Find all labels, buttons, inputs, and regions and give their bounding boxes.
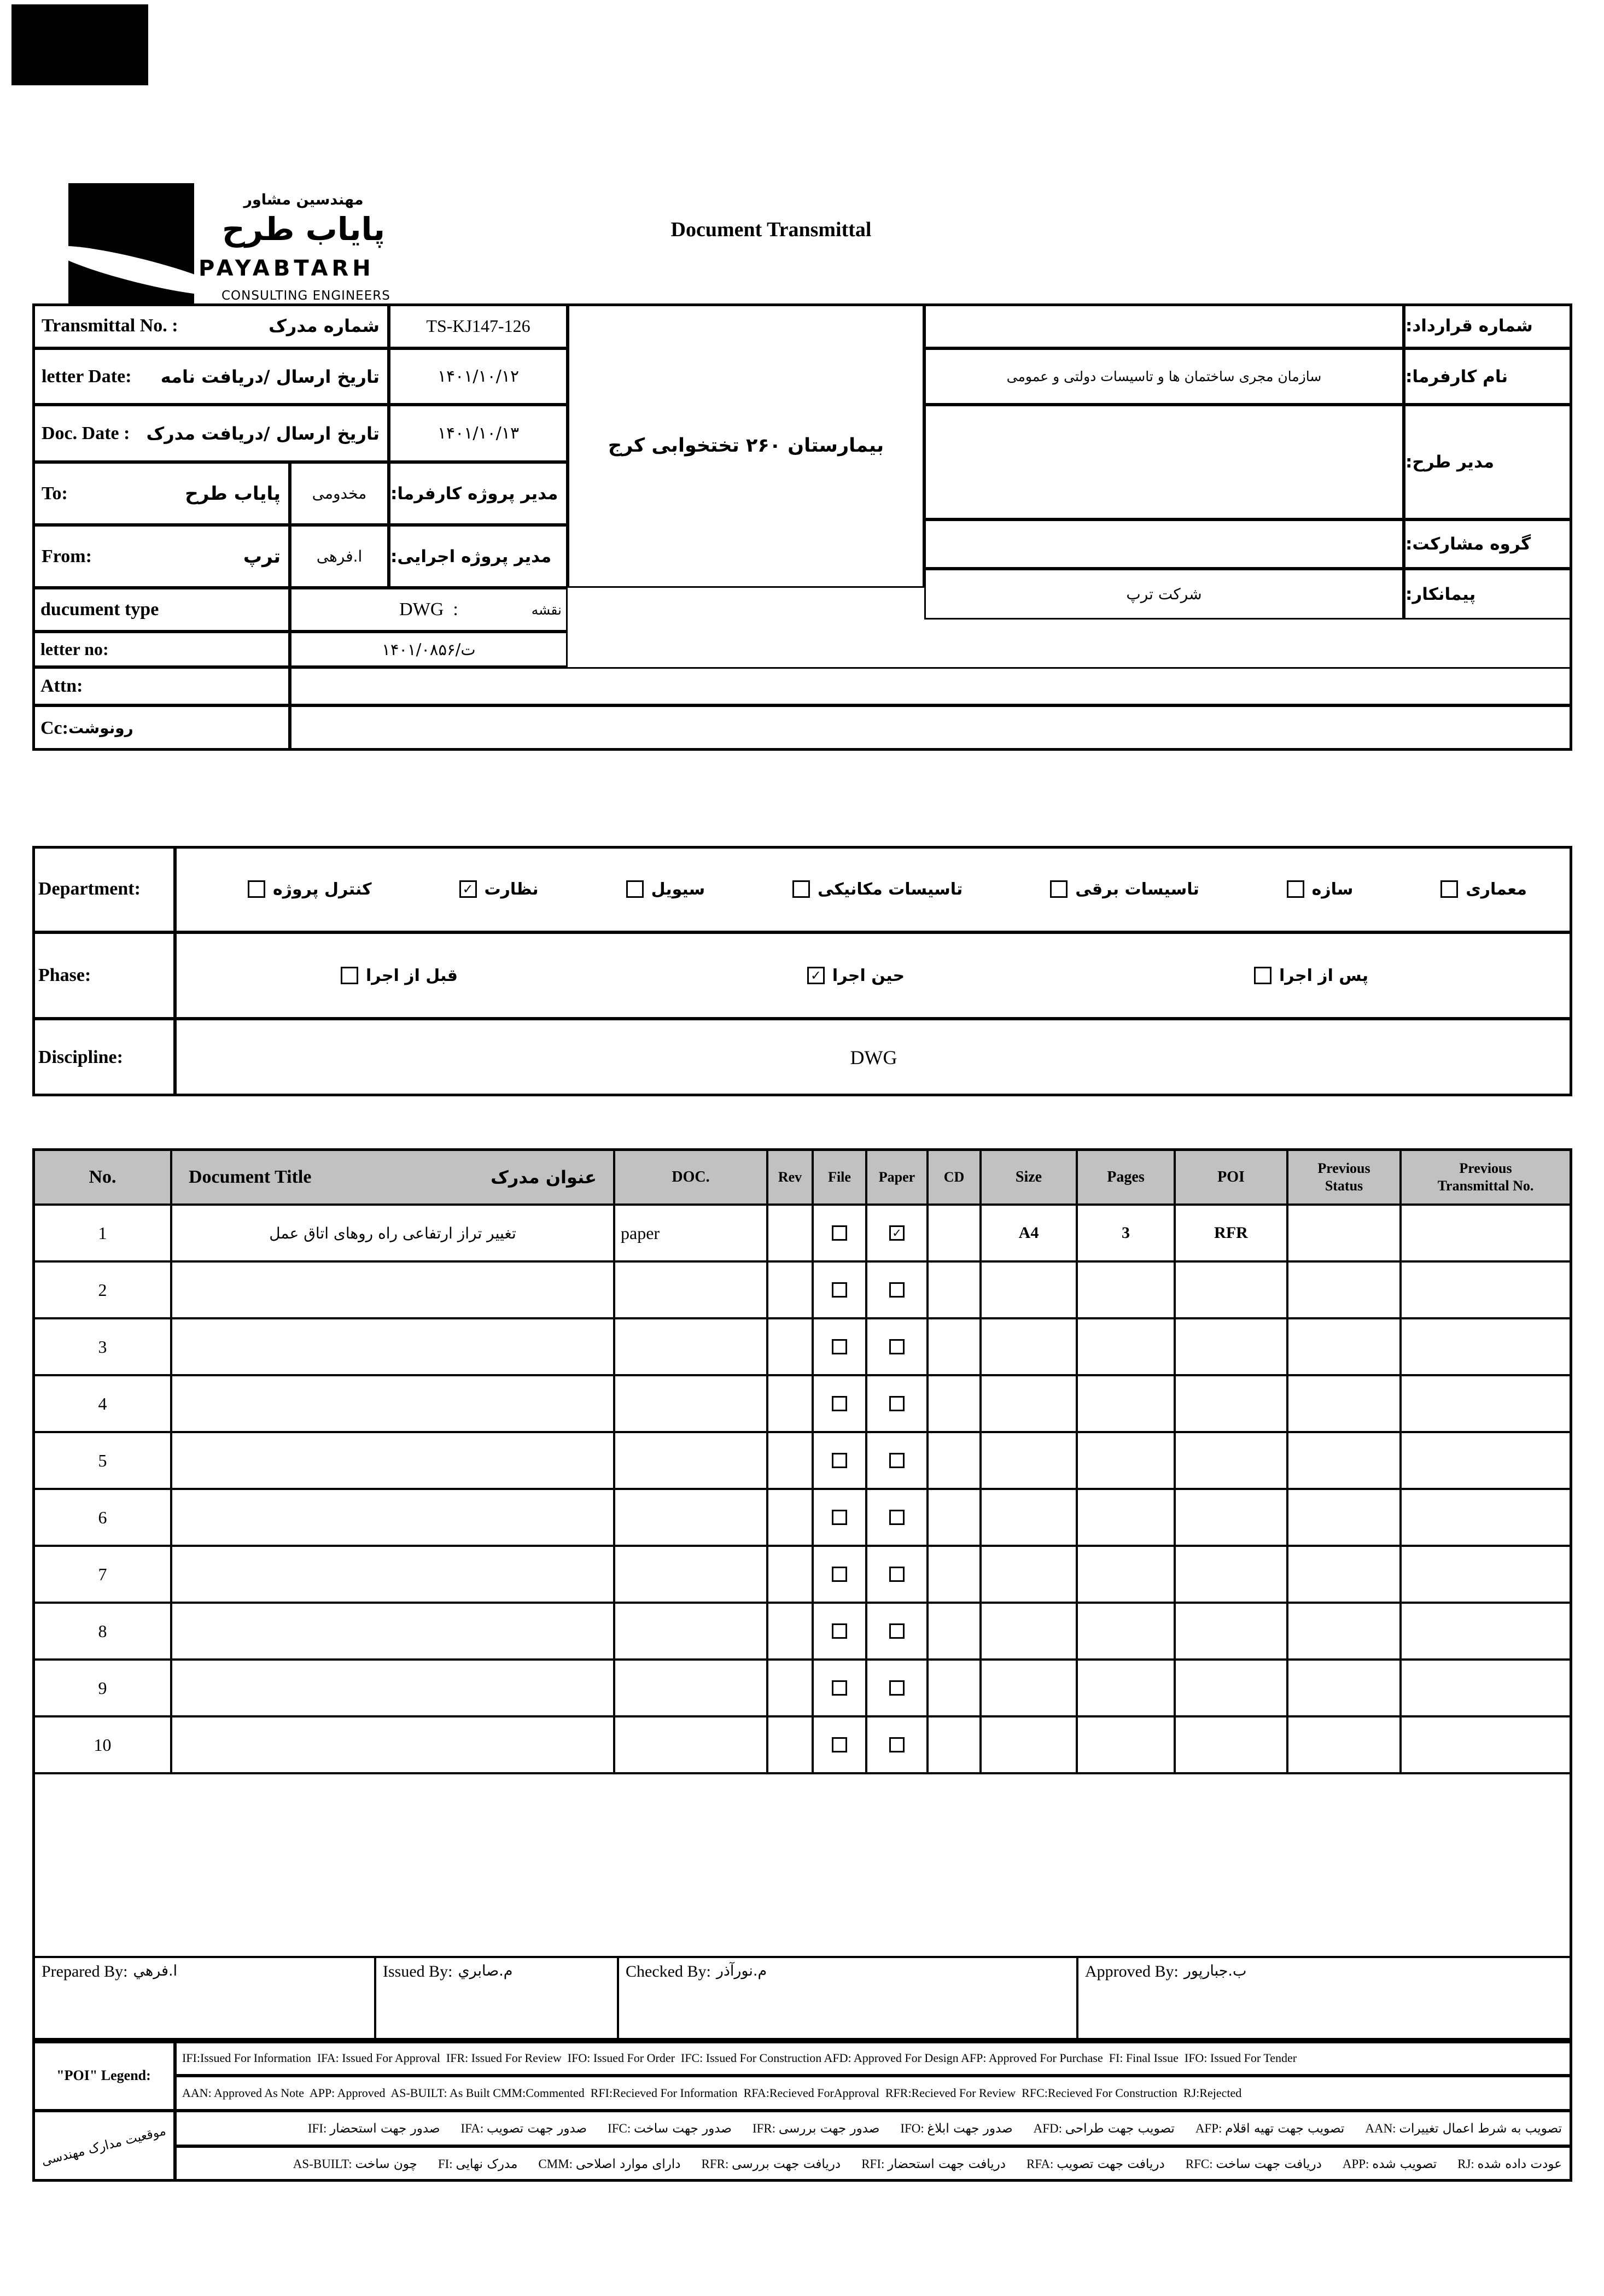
row-prev-transmittal — [1402, 1319, 1570, 1374]
paper-checkbox[interactable]: ✓ — [889, 1225, 905, 1241]
table-row — [35, 1206, 1570, 1263]
row-file-cell — [814, 1319, 867, 1374]
row-doc: paper — [615, 1206, 768, 1260]
fa-legend-line1: AAN: تصویب به شرط اعمال تغییرات AFP: تصویب جهت تهیه اقلام AFD: تصویب جهت طراحی IFO: صدور جهت ابلاغ IFR: صدور جهت بررسی IFC: صدور جهت ساخت IFA: صدور جهت تصویب IFI: صدور جهت استحضار — [175, 2111, 1572, 2146]
file-checkbox[interactable] — [832, 1623, 847, 1639]
row-poi — [1176, 1433, 1288, 1488]
row-pages — [1078, 1661, 1176, 1715]
attn-label: Attn: — [32, 667, 290, 705]
row-rev — [768, 1319, 814, 1374]
row-prev-status — [1288, 1717, 1402, 1772]
transmittal-no-label-en: Transmittal No. : — [42, 316, 178, 336]
paper-checkbox[interactable] — [889, 1680, 905, 1696]
row-pages — [1078, 1604, 1176, 1658]
row-size — [982, 1376, 1078, 1431]
row-paper-cell — [867, 1661, 929, 1715]
document-type-fa: نقشه — [531, 601, 562, 618]
row-poi: RFR — [1176, 1206, 1288, 1260]
issued-by-name: م.صابري — [458, 1962, 513, 1979]
file-checkbox[interactable] — [832, 1282, 847, 1298]
row-cd — [929, 1206, 982, 1260]
row-rev — [768, 1717, 814, 1772]
file-checkbox[interactable] — [832, 1453, 847, 1468]
row-title — [172, 1604, 615, 1658]
row-no: 6 — [35, 1490, 172, 1545]
scan-mark — [11, 4, 148, 85]
from-value: ترپ — [243, 545, 281, 568]
fa-legend-label: موقعیت مدارک مهندسی — [40, 2124, 167, 2169]
row-cd — [929, 1547, 982, 1602]
header-paper: Paper — [867, 1151, 929, 1203]
row-file-cell — [814, 1604, 867, 1658]
table-row — [35, 1661, 1570, 1717]
row-poi — [1176, 1547, 1288, 1602]
row-size — [982, 1604, 1078, 1658]
row-paper-cell — [867, 1547, 929, 1602]
row-prev-status — [1288, 1376, 1402, 1431]
row-prev-status — [1288, 1433, 1402, 1488]
file-checkbox[interactable] — [832, 1567, 847, 1582]
contractor-label: پیمانکار: — [1404, 569, 1572, 620]
row-poi — [1176, 1604, 1288, 1658]
row-prev-status — [1288, 1263, 1402, 1317]
row-prev-status — [1288, 1661, 1402, 1715]
client-pm-label: مدیر پروژه کارفرما: — [389, 462, 568, 525]
transmittal-no-label-fa: شماره مدرک — [269, 316, 380, 336]
row-cd — [929, 1661, 982, 1715]
department-checkbox[interactable]: ✓ — [459, 880, 477, 898]
row-cd — [929, 1717, 982, 1772]
row-size — [982, 1717, 1078, 1772]
row-pages — [1078, 1376, 1176, 1431]
department-option: سیویل — [626, 880, 705, 899]
company-logo — [68, 183, 194, 317]
contract-no-label: شماره قرارداد: — [1404, 303, 1572, 348]
row-title — [172, 1376, 615, 1431]
attn-value — [290, 667, 1572, 705]
letter-date-label-cell — [32, 348, 389, 405]
paper-checkbox[interactable] — [889, 1510, 905, 1525]
row-no: 1 — [35, 1206, 172, 1260]
table-row — [35, 1490, 1570, 1547]
row-no: 2 — [35, 1263, 172, 1317]
department-option: تاسیسات مکانیکی — [792, 880, 963, 899]
row-pages — [1078, 1263, 1176, 1317]
row-poi — [1176, 1263, 1288, 1317]
file-checkbox[interactable] — [832, 1396, 847, 1411]
issued-by-cell: Issued By: م.صابري — [376, 1958, 619, 2038]
row-cd — [929, 1376, 982, 1431]
file-checkbox[interactable] — [832, 1680, 847, 1696]
cc-label-en: Cc: — [40, 717, 68, 738]
row-paper-cell — [867, 1263, 929, 1317]
checked-by-name: م.نورآذر — [716, 1962, 767, 1979]
row-rev — [768, 1433, 814, 1488]
client-name-label: نام کارفرما: — [1404, 348, 1572, 405]
logo-company-subtitle: CONSULTING ENGINEERS — [221, 289, 390, 303]
header-file: File — [814, 1151, 867, 1203]
row-paper-cell — [867, 1376, 929, 1431]
row-rev — [768, 1547, 814, 1602]
logo-swoosh-icon — [68, 237, 194, 305]
row-rev — [768, 1661, 814, 1715]
row-cd — [929, 1604, 982, 1658]
department-checkbox[interactable] — [626, 880, 644, 898]
row-doc — [615, 1490, 768, 1545]
cc-label-fa: رونوشت — [68, 719, 133, 737]
project-name: بیمارستان ۲۶۰ تختخوابی کرج — [568, 303, 924, 588]
row-doc — [615, 1661, 768, 1715]
row-prev-status — [1288, 1319, 1402, 1374]
page-title: Document Transmittal — [670, 218, 872, 241]
from-cell — [32, 525, 290, 588]
row-file-cell — [814, 1433, 867, 1488]
letter-no-label: letter no: — [32, 632, 290, 667]
row-size — [982, 1490, 1078, 1545]
phase-options — [175, 932, 1572, 1019]
jv-value — [924, 519, 1404, 569]
row-title — [172, 1319, 615, 1374]
file-checkbox[interactable] — [832, 1510, 847, 1525]
row-rev — [768, 1376, 814, 1431]
header-previous-status: Previous Status — [1288, 1151, 1402, 1203]
discipline-label: Discipline: — [32, 1019, 175, 1096]
phase-option: ✓ حین اجرا — [807, 966, 905, 985]
doc-date-label-fa: تاریخ ارسال /دریافت مدرک — [146, 423, 380, 444]
department-option: معماری — [1440, 880, 1527, 899]
table-header-row — [35, 1151, 1570, 1206]
poi-legend-label: "POI" Legend: — [32, 2041, 175, 2111]
header-previous-transmittal: Previous Transmittal No. — [1437, 1160, 1534, 1194]
department-label: Department: — [32, 846, 175, 932]
row-paper-cell — [867, 1717, 929, 1772]
header-size: Size — [982, 1151, 1078, 1203]
poi-legend-line2: AAN: Approved As Note APP: Approved AS-BUILT: As Built CMM:Commented RFI:Recieved For Information RFA:Recieved ForApproval RFR:Recieved For Review RFC:Recieved For Construction RJ:Rejected — [175, 2076, 1572, 2111]
row-title: تغییر تراز ارتفاعی راه روهای اتاق عمل — [172, 1206, 615, 1260]
row-doc — [615, 1319, 768, 1374]
department-checkbox[interactable] — [248, 880, 265, 898]
paper-checkbox[interactable] — [889, 1453, 905, 1468]
row-doc — [615, 1604, 768, 1658]
row-size — [982, 1319, 1078, 1374]
row-title — [172, 1661, 615, 1715]
paper-checkbox[interactable] — [889, 1339, 905, 1354]
row-size — [982, 1547, 1078, 1602]
row-file-cell — [814, 1263, 867, 1317]
row-no: 10 — [35, 1717, 172, 1772]
row-prev-transmittal — [1402, 1661, 1570, 1715]
row-size: A4 — [982, 1206, 1078, 1260]
row-prev-transmittal — [1402, 1206, 1570, 1260]
phase-label: Phase: — [32, 932, 175, 1019]
row-size — [982, 1433, 1078, 1488]
document-type-value-cell — [290, 588, 568, 632]
design-manager-value — [924, 405, 1404, 519]
row-cd — [929, 1319, 982, 1374]
row-file-cell — [814, 1206, 867, 1260]
paper-checkbox[interactable] — [889, 1282, 905, 1298]
logo-company-name: PAYABTARH — [199, 256, 375, 281]
header-rev: Rev — [768, 1151, 814, 1203]
phase-checkbox[interactable]: ✓ — [807, 967, 825, 984]
approved-by-cell: Approved By: ب.جبارپور — [1085, 1962, 1247, 1980]
row-paper-cell — [867, 1433, 929, 1488]
row-poi — [1176, 1717, 1288, 1772]
cc-label-cell — [32, 705, 290, 751]
row-title — [172, 1717, 615, 1772]
logo-persian-main: پایاب طرح — [221, 211, 386, 248]
cc-value — [290, 705, 1572, 751]
jv-label: گروه مشارکت: — [1404, 519, 1572, 569]
checked-by-cell: Checked By: م.نورآذر — [619, 1958, 1078, 2038]
document-list-table — [32, 1148, 1572, 2041]
approved-by-name: ب.جبارپور — [1183, 1962, 1247, 1979]
department-checkbox[interactable] — [792, 880, 810, 898]
row-doc — [615, 1717, 768, 1772]
to-value: پایاب طرح — [185, 482, 281, 505]
row-file-cell — [814, 1661, 867, 1715]
transmittal-no-value: TS-KJ147-126 — [389, 303, 568, 348]
from-label: From: — [42, 546, 92, 566]
letter-date-label-fa: تاریخ ارسال /دریافت نامه — [160, 366, 380, 387]
transmittal-no-label-cell — [32, 303, 389, 348]
department-checkbox[interactable] — [1287, 880, 1304, 898]
table-row — [35, 1319, 1570, 1376]
row-title — [172, 1263, 615, 1317]
department-option: سازه — [1287, 880, 1354, 899]
client-name-value: سازمان مجری ساختمان ها و تاسیسات دولتی و عمومی — [924, 348, 1404, 405]
phase-option: پس از اجرا — [1254, 966, 1368, 985]
paper-checkbox[interactable] — [889, 1623, 905, 1639]
department-checkbox[interactable] — [1440, 880, 1458, 898]
department-option: تاسیسات برقی — [1050, 880, 1199, 899]
phase-checkbox[interactable] — [1254, 967, 1271, 984]
row-file-cell — [814, 1717, 867, 1772]
to-small-value: مخدومی — [290, 462, 389, 525]
row-prev-transmittal — [1402, 1490, 1570, 1545]
row-file-cell — [814, 1547, 867, 1602]
row-paper-cell — [867, 1490, 929, 1545]
from-small-value: ا.فرهی — [290, 525, 389, 588]
table-row — [35, 1547, 1570, 1604]
table-row — [35, 1376, 1570, 1433]
row-rev — [768, 1604, 814, 1658]
table-row — [35, 1604, 1570, 1661]
row-title — [172, 1433, 615, 1488]
fa-legend-line2: RJ: عودت داده شده APP: تصویب شده RFC: دریافت جهت ساخت RFA: دریافت جهت تصویب RFI: دریافت جهت استحضار RFR: دریافت جهت بررسی CMM: دارای موارد اصلاحی FI: مدرک نهایی AS-BUILT: چون ساخت — [175, 2146, 1572, 2182]
file-checkbox[interactable] — [832, 1225, 847, 1241]
discipline-value: DWG — [175, 1019, 1572, 1096]
row-title — [172, 1547, 615, 1602]
phase-checkbox[interactable] — [341, 967, 358, 984]
row-rev — [768, 1263, 814, 1317]
doc-date-label-cell — [32, 405, 389, 462]
document-type-label: ducument type — [32, 588, 290, 632]
row-prev-status — [1288, 1604, 1402, 1658]
row-no: 5 — [35, 1433, 172, 1488]
row-pages — [1078, 1547, 1176, 1602]
row-cd — [929, 1433, 982, 1488]
letter-date-label-en: letter Date: — [42, 366, 132, 387]
row-size — [982, 1661, 1078, 1715]
row-prev-status — [1288, 1490, 1402, 1545]
row-paper-cell — [867, 1319, 929, 1374]
row-prev-transmittal — [1402, 1263, 1570, 1317]
row-file-cell — [814, 1490, 867, 1545]
department-options — [175, 846, 1572, 932]
header-doc: DOC. — [615, 1151, 768, 1203]
document-type-value: DWG : — [399, 599, 458, 620]
header-title: Document Title عنوان مدرک — [172, 1151, 615, 1203]
row-paper-cell — [867, 1604, 929, 1658]
row-doc — [615, 1263, 768, 1317]
department-checkbox[interactable] — [1050, 880, 1068, 898]
header-cd: CD — [929, 1151, 982, 1203]
row-prev-transmittal — [1402, 1547, 1570, 1602]
exec-pm-label: مدیر پروژه اجرایی: — [389, 525, 568, 588]
poi-legend-line1: IFI:Issued For Information IFA: Issued For Approval IFR: Issued For Review IFO: Issued For Order IFC: Issued For Construction AFD: Approved For Design AFP: Approved For Purchase FI: Final Issue IFO: Issued For Tender — [175, 2041, 1572, 2076]
header-poi: POI — [1176, 1151, 1288, 1203]
row-doc — [615, 1376, 768, 1431]
to-label: To: — [42, 483, 68, 504]
table-row — [35, 1433, 1570, 1490]
signatures-row — [35, 1958, 1570, 2038]
row-no: 8 — [35, 1604, 172, 1658]
to-cell — [32, 462, 290, 525]
letter-no-value: ت/۱۴۰۱/۰۸۵۶ — [290, 632, 568, 667]
row-pages — [1078, 1717, 1176, 1772]
row-no: 4 — [35, 1376, 172, 1431]
row-pages — [1078, 1490, 1176, 1545]
row-file-cell — [814, 1376, 867, 1431]
doc-date-label-en: Doc. Date : — [42, 423, 130, 443]
row-doc — [615, 1547, 768, 1602]
doc-date-value: ۱۴۰۱/۱۰/۱۳ — [389, 405, 568, 462]
file-checkbox[interactable] — [832, 1737, 847, 1752]
row-cd — [929, 1490, 982, 1545]
row-no: 3 — [35, 1319, 172, 1374]
row-prev-transmittal — [1402, 1717, 1570, 1772]
department-option: ✓ نظارت — [459, 880, 539, 899]
row-prev-transmittal — [1402, 1376, 1570, 1431]
paper-checkbox[interactable] — [889, 1396, 905, 1411]
row-no: 7 — [35, 1547, 172, 1602]
prepared-by-name: ا.فرهي — [133, 1962, 178, 1979]
phase-option: قبل از اجرا — [341, 966, 458, 985]
table-empty-area — [35, 1774, 1570, 1958]
row-poi — [1176, 1661, 1288, 1715]
table-row — [35, 1717, 1570, 1774]
row-poi — [1176, 1490, 1288, 1545]
row-prev-transmittal — [1402, 1433, 1570, 1488]
table-row — [35, 1263, 1570, 1319]
file-checkbox[interactable] — [832, 1339, 847, 1354]
row-cd — [929, 1263, 982, 1317]
fa-legend-label-cell — [32, 2111, 175, 2182]
logo-persian-small: مهندسین مشاور — [243, 191, 364, 208]
row-prev-status — [1288, 1206, 1402, 1260]
row-pages: 3 — [1078, 1206, 1176, 1260]
design-manager-label: مدیر طرح: — [1404, 405, 1572, 519]
contract-no-value — [924, 303, 1404, 348]
contractor-value: شرکت ترپ — [924, 569, 1404, 620]
paper-checkbox[interactable] — [889, 1737, 905, 1752]
row-rev — [768, 1490, 814, 1545]
paper-checkbox[interactable] — [889, 1567, 905, 1582]
row-paper-cell — [867, 1206, 929, 1260]
department-option: کنترل پروژه — [248, 880, 372, 899]
row-size — [982, 1263, 1078, 1317]
row-prev-transmittal — [1402, 1604, 1570, 1658]
row-pages — [1078, 1433, 1176, 1488]
header-pages: Pages — [1078, 1151, 1176, 1203]
row-doc — [615, 1433, 768, 1488]
prepared-by-cell: Prepared By: ا.فرهي — [35, 1958, 376, 2038]
row-no: 9 — [35, 1661, 172, 1715]
letter-date-value: ۱۴۰۱/۱۰/۱۲ — [389, 348, 568, 405]
row-title — [172, 1490, 615, 1545]
header-no: No. — [35, 1151, 172, 1203]
row-rev — [768, 1206, 814, 1260]
row-poi — [1176, 1376, 1288, 1431]
row-pages — [1078, 1319, 1176, 1374]
row-poi — [1176, 1319, 1288, 1374]
row-prev-status — [1288, 1547, 1402, 1602]
